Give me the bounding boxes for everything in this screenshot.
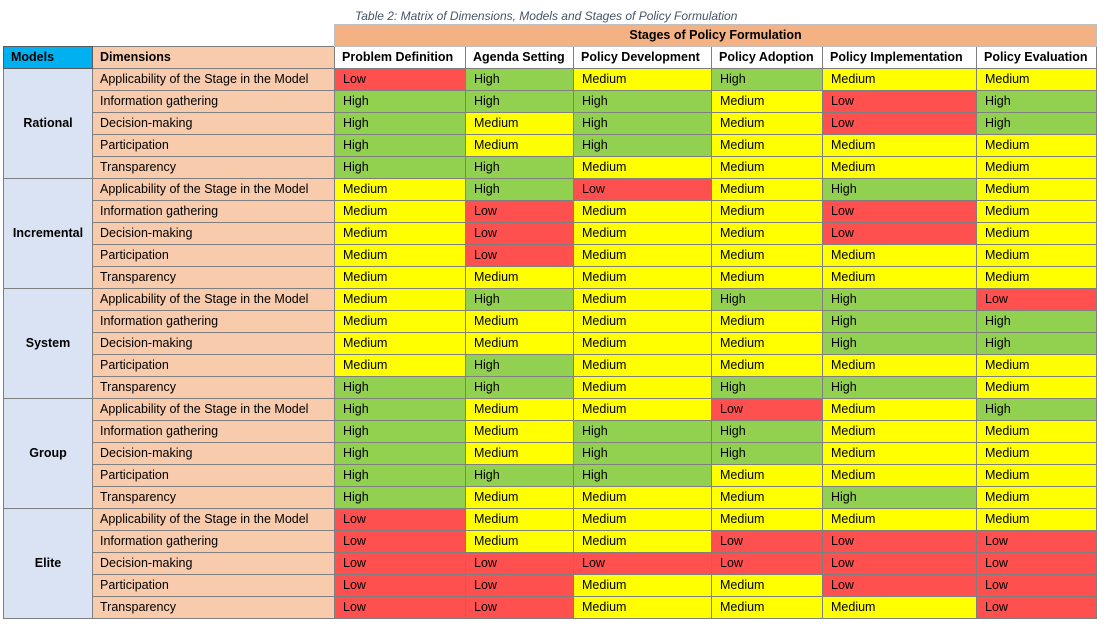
dimension-cell: Applicability of the Stage in the Model bbox=[93, 69, 335, 91]
model-name-cell: Elite bbox=[4, 509, 93, 619]
rating-cell: Medium bbox=[574, 157, 712, 179]
dimension-cell: Participation bbox=[93, 245, 335, 267]
rating-cell: Medium bbox=[823, 421, 977, 443]
rating-cell: Medium bbox=[712, 223, 823, 245]
rating-cell: High bbox=[335, 399, 466, 421]
rating-cell: High bbox=[977, 311, 1097, 333]
rating-cell: Medium bbox=[466, 443, 574, 465]
policy-matrix-table bbox=[3, 24, 1097, 619]
table-row bbox=[4, 267, 1097, 289]
rating-cell: Medium bbox=[466, 135, 574, 157]
rating-cell: Medium bbox=[712, 179, 823, 201]
rating-cell: Low bbox=[335, 553, 466, 575]
dimensions-column-header: Dimensions bbox=[93, 47, 335, 69]
rating-cell: Medium bbox=[712, 113, 823, 135]
rating-cell: Low bbox=[335, 575, 466, 597]
rating-cell: Medium bbox=[977, 355, 1097, 377]
rating-cell: Medium bbox=[712, 487, 823, 509]
rating-cell: Medium bbox=[712, 597, 823, 619]
stage-header-policy-implementation: Policy Implementation bbox=[823, 47, 977, 69]
rating-cell: High bbox=[823, 289, 977, 311]
rating-cell: Low bbox=[466, 575, 574, 597]
column-header-row bbox=[4, 47, 1097, 69]
rating-cell: Medium bbox=[335, 333, 466, 355]
rating-cell: High bbox=[335, 135, 466, 157]
rating-cell: Medium bbox=[712, 465, 823, 487]
dimension-cell: Transparency bbox=[93, 487, 335, 509]
rating-cell: Medium bbox=[574, 355, 712, 377]
rating-cell: Medium bbox=[712, 311, 823, 333]
blank-corner bbox=[4, 25, 335, 47]
table-row bbox=[4, 333, 1097, 355]
table-row bbox=[4, 377, 1097, 399]
rating-cell: Medium bbox=[335, 201, 466, 223]
rating-cell: High bbox=[823, 179, 977, 201]
stage-header-policy-adoption: Policy Adoption bbox=[712, 47, 823, 69]
rating-cell: Low bbox=[823, 113, 977, 135]
dimension-cell: Applicability of the Stage in the Model bbox=[93, 179, 335, 201]
table-row bbox=[4, 465, 1097, 487]
rating-cell: Medium bbox=[823, 69, 977, 91]
rating-cell: Medium bbox=[335, 289, 466, 311]
rating-cell: Medium bbox=[335, 355, 466, 377]
dimension-cell: Decision-making bbox=[93, 443, 335, 465]
dimension-cell: Participation bbox=[93, 465, 335, 487]
rating-cell: Medium bbox=[712, 201, 823, 223]
table-row bbox=[4, 421, 1097, 443]
rating-cell: Low bbox=[823, 91, 977, 113]
rating-cell: Medium bbox=[574, 223, 712, 245]
rating-cell: High bbox=[977, 333, 1097, 355]
rating-cell: Low bbox=[335, 69, 466, 91]
rating-cell: High bbox=[823, 311, 977, 333]
rating-cell: High bbox=[466, 91, 574, 113]
rating-cell: High bbox=[466, 355, 574, 377]
rating-cell: Medium bbox=[574, 289, 712, 311]
rating-cell: Medium bbox=[823, 157, 977, 179]
rating-cell: High bbox=[712, 289, 823, 311]
table-row bbox=[4, 597, 1097, 619]
rating-cell: Medium bbox=[712, 245, 823, 267]
rating-cell: High bbox=[335, 91, 466, 113]
dimension-cell: Decision-making bbox=[93, 113, 335, 135]
rating-cell: Medium bbox=[712, 575, 823, 597]
dimension-cell: Participation bbox=[93, 135, 335, 157]
rating-cell: Medium bbox=[977, 245, 1097, 267]
rating-cell: Medium bbox=[466, 399, 574, 421]
rating-cell: Medium bbox=[823, 509, 977, 531]
stage-header-problem-definition: Problem Definition bbox=[335, 47, 466, 69]
model-name-cell: Incremental bbox=[4, 179, 93, 289]
table-row bbox=[4, 443, 1097, 465]
dimension-cell: Applicability of the Stage in the Model bbox=[93, 289, 335, 311]
rating-cell: Medium bbox=[977, 509, 1097, 531]
rating-cell: Low bbox=[712, 399, 823, 421]
rating-cell: Medium bbox=[335, 245, 466, 267]
rating-cell: Low bbox=[466, 223, 574, 245]
rating-cell: Medium bbox=[574, 267, 712, 289]
rating-cell: Low bbox=[977, 575, 1097, 597]
dimension-cell: Participation bbox=[93, 355, 335, 377]
dimension-cell: Information gathering bbox=[93, 311, 335, 333]
rating-cell: Medium bbox=[823, 135, 977, 157]
rating-cell: High bbox=[977, 113, 1097, 135]
table-row bbox=[4, 531, 1097, 553]
rating-cell: Low bbox=[466, 201, 574, 223]
rating-cell: Medium bbox=[977, 223, 1097, 245]
rating-cell: High bbox=[712, 421, 823, 443]
rating-cell: Medium bbox=[712, 135, 823, 157]
rating-cell: Medium bbox=[712, 91, 823, 113]
rating-cell: Medium bbox=[712, 355, 823, 377]
stages-title: Stages of Policy Formulation bbox=[335, 25, 1097, 47]
rating-cell: Medium bbox=[712, 157, 823, 179]
rating-cell: Medium bbox=[574, 245, 712, 267]
models-column-header: Models bbox=[4, 47, 93, 69]
table-row bbox=[4, 575, 1097, 597]
stage-header-policy-evaluation: Policy Evaluation bbox=[977, 47, 1097, 69]
rating-cell: Medium bbox=[823, 443, 977, 465]
rating-cell: Low bbox=[823, 531, 977, 553]
rating-cell: High bbox=[466, 377, 574, 399]
rating-cell: Low bbox=[823, 201, 977, 223]
rating-cell: Medium bbox=[574, 311, 712, 333]
matrix-body bbox=[4, 69, 1097, 619]
table-caption: Table 2: Matrix of Dimensions, Models and Stages of Policy Formulation bbox=[355, 9, 738, 23]
rating-cell: Medium bbox=[712, 509, 823, 531]
rating-cell: Low bbox=[823, 575, 977, 597]
rating-cell: High bbox=[712, 69, 823, 91]
rating-cell: Medium bbox=[977, 179, 1097, 201]
table-row bbox=[4, 289, 1097, 311]
rating-cell: Medium bbox=[466, 113, 574, 135]
model-name-cell: System bbox=[4, 289, 93, 399]
rating-cell: Medium bbox=[823, 597, 977, 619]
rating-cell: Medium bbox=[466, 509, 574, 531]
rating-cell: Medium bbox=[574, 531, 712, 553]
rating-cell: High bbox=[335, 443, 466, 465]
rating-cell: Medium bbox=[977, 377, 1097, 399]
rating-cell: Medium bbox=[977, 69, 1097, 91]
table-row bbox=[4, 135, 1097, 157]
table-row bbox=[4, 113, 1097, 135]
rating-cell: Medium bbox=[823, 245, 977, 267]
table-row bbox=[4, 91, 1097, 113]
rating-cell: High bbox=[977, 91, 1097, 113]
dimension-cell: Decision-making bbox=[93, 553, 335, 575]
rating-cell: Medium bbox=[574, 509, 712, 531]
rating-cell: Medium bbox=[823, 399, 977, 421]
rating-cell: Medium bbox=[466, 531, 574, 553]
rating-cell: High bbox=[335, 157, 466, 179]
rating-cell: High bbox=[574, 443, 712, 465]
rating-cell: High bbox=[335, 421, 466, 443]
rating-cell: High bbox=[466, 179, 574, 201]
dimension-cell: Information gathering bbox=[93, 91, 335, 113]
rating-cell: High bbox=[712, 443, 823, 465]
rating-cell: Medium bbox=[977, 201, 1097, 223]
table-row bbox=[4, 355, 1097, 377]
dimension-cell: Information gathering bbox=[93, 421, 335, 443]
dimension-cell: Transparency bbox=[93, 267, 335, 289]
rating-cell: Medium bbox=[335, 311, 466, 333]
dimension-cell: Decision-making bbox=[93, 223, 335, 245]
rating-cell: High bbox=[574, 421, 712, 443]
table-row bbox=[4, 179, 1097, 201]
rating-cell: Low bbox=[466, 553, 574, 575]
rating-cell: High bbox=[335, 465, 466, 487]
table-row bbox=[4, 399, 1097, 421]
rating-cell: Medium bbox=[335, 267, 466, 289]
rating-cell: Low bbox=[574, 179, 712, 201]
rating-cell: Low bbox=[466, 245, 574, 267]
rating-cell: High bbox=[574, 465, 712, 487]
rating-cell: High bbox=[335, 113, 466, 135]
rating-cell: High bbox=[466, 465, 574, 487]
dimension-cell: Applicability of the Stage in the Model bbox=[93, 509, 335, 531]
rating-cell: Medium bbox=[574, 399, 712, 421]
rating-cell: Medium bbox=[574, 575, 712, 597]
rating-cell: Low bbox=[977, 531, 1097, 553]
dimension-cell: Information gathering bbox=[93, 531, 335, 553]
rating-cell: Low bbox=[977, 553, 1097, 575]
rating-cell: Medium bbox=[977, 487, 1097, 509]
dimension-cell: Participation bbox=[93, 575, 335, 597]
rating-cell: Medium bbox=[712, 267, 823, 289]
rating-cell: Low bbox=[712, 553, 823, 575]
table-row bbox=[4, 245, 1097, 267]
rating-cell: Low bbox=[335, 531, 466, 553]
rating-cell: Low bbox=[823, 223, 977, 245]
rating-cell: Low bbox=[466, 597, 574, 619]
rating-cell: High bbox=[977, 399, 1097, 421]
rating-cell: Low bbox=[823, 553, 977, 575]
rating-cell: High bbox=[335, 487, 466, 509]
table-row bbox=[4, 157, 1097, 179]
rating-cell: Medium bbox=[977, 267, 1097, 289]
rating-cell: High bbox=[335, 377, 466, 399]
dimension-cell: Transparency bbox=[93, 157, 335, 179]
rating-cell: Low bbox=[335, 597, 466, 619]
table-row bbox=[4, 201, 1097, 223]
rating-cell: Low bbox=[977, 597, 1097, 619]
table-row bbox=[4, 311, 1097, 333]
dimension-cell: Decision-making bbox=[93, 333, 335, 355]
rating-cell: Medium bbox=[977, 157, 1097, 179]
rating-cell: Medium bbox=[977, 135, 1097, 157]
rating-cell: Low bbox=[335, 509, 466, 531]
rating-cell: Medium bbox=[574, 487, 712, 509]
rating-cell: Medium bbox=[574, 597, 712, 619]
table-row bbox=[4, 553, 1097, 575]
table-row bbox=[4, 223, 1097, 245]
table-row bbox=[4, 487, 1097, 509]
rating-cell: Medium bbox=[335, 223, 466, 245]
rating-cell: Medium bbox=[977, 465, 1097, 487]
rating-cell: High bbox=[466, 289, 574, 311]
rating-cell: High bbox=[574, 135, 712, 157]
stage-header-agenda-setting: Agenda Setting bbox=[466, 47, 574, 69]
stage-header-policy-development: Policy Development bbox=[574, 47, 712, 69]
rating-cell: Medium bbox=[574, 69, 712, 91]
rating-cell: Medium bbox=[574, 333, 712, 355]
model-name-cell: Rational bbox=[4, 69, 93, 179]
rating-cell: Medium bbox=[574, 201, 712, 223]
rating-cell: Medium bbox=[823, 465, 977, 487]
table-row bbox=[4, 509, 1097, 531]
rating-cell: High bbox=[823, 487, 977, 509]
rating-cell: Medium bbox=[823, 267, 977, 289]
dimension-cell: Information gathering bbox=[93, 201, 335, 223]
model-name-cell: Group bbox=[4, 399, 93, 509]
rating-cell: Low bbox=[977, 289, 1097, 311]
rating-cell: High bbox=[823, 333, 977, 355]
rating-cell: Medium bbox=[574, 377, 712, 399]
dimension-cell: Applicability of the Stage in the Model bbox=[93, 399, 335, 421]
rating-cell: Medium bbox=[335, 179, 466, 201]
rating-cell: Medium bbox=[466, 487, 574, 509]
rating-cell: Medium bbox=[823, 355, 977, 377]
stages-title-row bbox=[4, 25, 1097, 47]
dimension-cell: Transparency bbox=[93, 377, 335, 399]
table-row bbox=[4, 69, 1097, 91]
rating-cell: High bbox=[712, 377, 823, 399]
rating-cell: High bbox=[574, 113, 712, 135]
rating-cell: Medium bbox=[466, 333, 574, 355]
rating-cell: Medium bbox=[977, 421, 1097, 443]
rating-cell: High bbox=[466, 157, 574, 179]
rating-cell: Medium bbox=[712, 333, 823, 355]
dimension-cell: Transparency bbox=[93, 597, 335, 619]
rating-cell: Low bbox=[574, 553, 712, 575]
rating-cell: Medium bbox=[466, 267, 574, 289]
rating-cell: Medium bbox=[466, 311, 574, 333]
rating-cell: High bbox=[574, 91, 712, 113]
rating-cell: High bbox=[823, 377, 977, 399]
rating-cell: High bbox=[466, 69, 574, 91]
rating-cell: Low bbox=[712, 531, 823, 553]
rating-cell: Medium bbox=[977, 443, 1097, 465]
rating-cell: Medium bbox=[466, 421, 574, 443]
